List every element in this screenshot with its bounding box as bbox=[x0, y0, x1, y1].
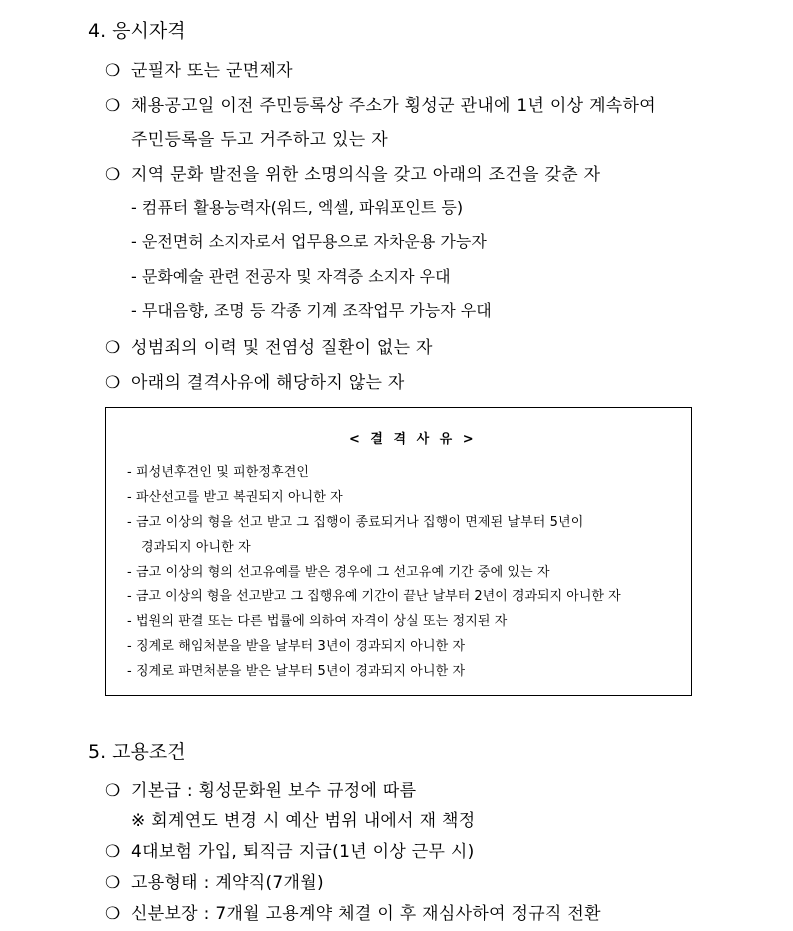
list-item: ❍ 신분보장 : 7개월 고용계약 체결 이 후 재심사하여 정규직 전환 bbox=[105, 904, 601, 924]
circle-bullet-icon: ❍ bbox=[105, 781, 121, 801]
condition-item: - 문화예술 관련 전공자 및 자격증 소지자 우대 bbox=[131, 267, 451, 286]
condition-item: - 컴퓨터 활용능력자(워드, 엑셀, 파워포인트 등) bbox=[131, 198, 464, 217]
circle-bullet-icon: ❍ bbox=[105, 373, 121, 393]
note-item: ※ 회계연도 변경 시 예산 범위 내에서 재 책정 bbox=[131, 811, 476, 831]
disqualification-line: - 금고 이상의 형을 선고 받고 그 집행이 종료되거나 집행이 면제된 날부터 5년이 bbox=[127, 515, 584, 530]
disqualification-line: - 금고 이상의 형을 선고받고 그 집행유예 기간이 끝난 날부터 2년이 경과되지 아니한 자 bbox=[127, 589, 621, 604]
condition-item: - 무대음향, 조명 등 각종 기계 조작업무 가능자 우대 bbox=[131, 301, 492, 320]
circle-bullet-icon: ❍ bbox=[105, 873, 121, 893]
condition-item: - 운전면허 소지자로서 업무용으로 자차운용 가능자 bbox=[131, 232, 487, 251]
disqualification-title: < 결 격 사 유 > bbox=[349, 432, 477, 447]
disqualification-line: - 법원의 판결 또는 다른 법률에 의하여 자격이 상실 또는 정지된 자 bbox=[127, 614, 508, 629]
circle-bullet-icon: ❍ bbox=[105, 904, 121, 924]
list-item: ❍ 지역 문화 발전을 위한 소명의식을 갖고 아래의 조건을 갖춘 자 bbox=[105, 165, 601, 185]
disqualification-line: - 징계로 해임처분을 받을 날부터 3년이 경과되지 아니한 자 bbox=[127, 639, 466, 654]
list-item: ❍ 아래의 결격사유에 해당하지 않는 자 bbox=[105, 373, 405, 393]
disqualification-line: - 금고 이상의 형의 선고유예를 받은 경우에 그 선고유예 기간 중에 있는 자 bbox=[127, 565, 550, 580]
circle-bullet-icon: ❍ bbox=[105, 61, 121, 81]
disqualification-line: - 징계로 파면처분을 받은 날부터 5년이 경과되지 아니한 자 bbox=[127, 664, 466, 679]
list-item: ❍ 4대보험 가입, 퇴직금 지급(1년 이상 근무 시) bbox=[105, 842, 475, 862]
disqualification-line-continuation: 경과되지 아니한 자 bbox=[141, 540, 251, 555]
list-item: ❍ 성범죄의 이력 및 전염성 질환이 없는 자 bbox=[105, 338, 433, 358]
section-4-heading: 4. 응시자격 bbox=[88, 20, 186, 42]
disqualification-line: - 피성년후견인 및 피한정후견인 bbox=[127, 465, 310, 480]
list-item-continuation: 주민등록을 두고 거주하고 있는 자 bbox=[131, 130, 388, 150]
list-item: ❍ 고용형태 : 계약직(7개월) bbox=[105, 873, 324, 893]
circle-bullet-icon: ❍ bbox=[105, 842, 121, 862]
circle-bullet-icon: ❍ bbox=[105, 338, 121, 358]
list-item: ❍ 기본급 : 횡성문화원 보수 규정에 따름 bbox=[105, 781, 417, 801]
list-item: ❍ 군필자 또는 군면제자 bbox=[105, 61, 293, 81]
disqualification-line: - 파산선고를 받고 복권되지 아니한 자 bbox=[127, 490, 343, 505]
list-item: ❍ 채용공고일 이전 주민등록상 주소가 횡성군 관내에 1년 이상 계속하여 bbox=[105, 96, 656, 116]
section-5-heading: 5. 고용조건 bbox=[88, 741, 186, 763]
circle-bullet-icon: ❍ bbox=[105, 96, 121, 116]
circle-bullet-icon: ❍ bbox=[105, 165, 121, 185]
